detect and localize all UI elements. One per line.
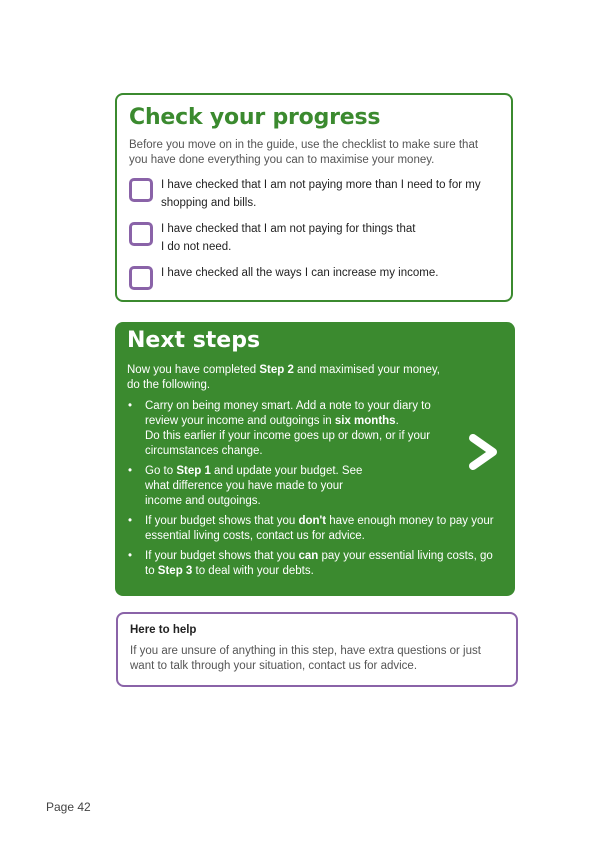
next-steps-card bbox=[115, 322, 515, 596]
list-item: • If your budget shows that you can pay your essential living costs, go to Step 3 to deal with your debts. bbox=[128, 550, 493, 577]
checkbox[interactable] bbox=[129, 266, 153, 290]
help-title: Here to help bbox=[130, 624, 197, 636]
checklist-item[interactable]: I have checked all the ways I can increase my income. bbox=[129, 264, 499, 282]
list-item: • Go to Step 1 and update your budget. See what difference you have made to your income and outgoings. bbox=[128, 465, 363, 507]
check-progress-title: Check your progress bbox=[129, 105, 381, 130]
bullet-icon: • bbox=[128, 515, 133, 527]
list-item: • If your budget shows that you don't have enough money to pay your essential living costs, contact us for advice. bbox=[128, 515, 494, 542]
next-steps-list bbox=[127, 399, 503, 579]
checklist-item[interactable]: I have checked that I am not paying for things that I do not need. bbox=[129, 220, 499, 256]
checkbox[interactable] bbox=[129, 178, 153, 202]
bullet-icon: • bbox=[128, 550, 133, 562]
checklist-item[interactable]: I have checked that I am not paying more than I need to for my shopping and bills. bbox=[129, 176, 499, 212]
page-number: Page 42 bbox=[46, 800, 91, 814]
check-progress-intro: Before you move on in the guide, use the checklist to make sure that you have done everything you can to maximise your money. bbox=[129, 139, 479, 166]
list-item: • Carry on being money smart. Add a note to your diary to review your income and outgoings in six months. Do this earlier if your income goes up or down, or if your circumstances change. bbox=[128, 400, 431, 457]
help-body: If you are unsure of anything in this step, have extra questions or just want to talk through your situation, contact us for advice. bbox=[130, 645, 481, 672]
bullet-icon: • bbox=[128, 400, 133, 412]
chevron-right-icon bbox=[461, 430, 505, 474]
checkbox[interactable] bbox=[129, 222, 153, 246]
bullet-icon: • bbox=[128, 465, 133, 477]
check-progress-card bbox=[115, 93, 513, 302]
next-steps-title: Next steps bbox=[127, 328, 261, 353]
here-to-help-card bbox=[116, 612, 518, 687]
next-steps-intro: Now you have completed Step 2 and maximised your money, do the following. bbox=[127, 364, 440, 391]
